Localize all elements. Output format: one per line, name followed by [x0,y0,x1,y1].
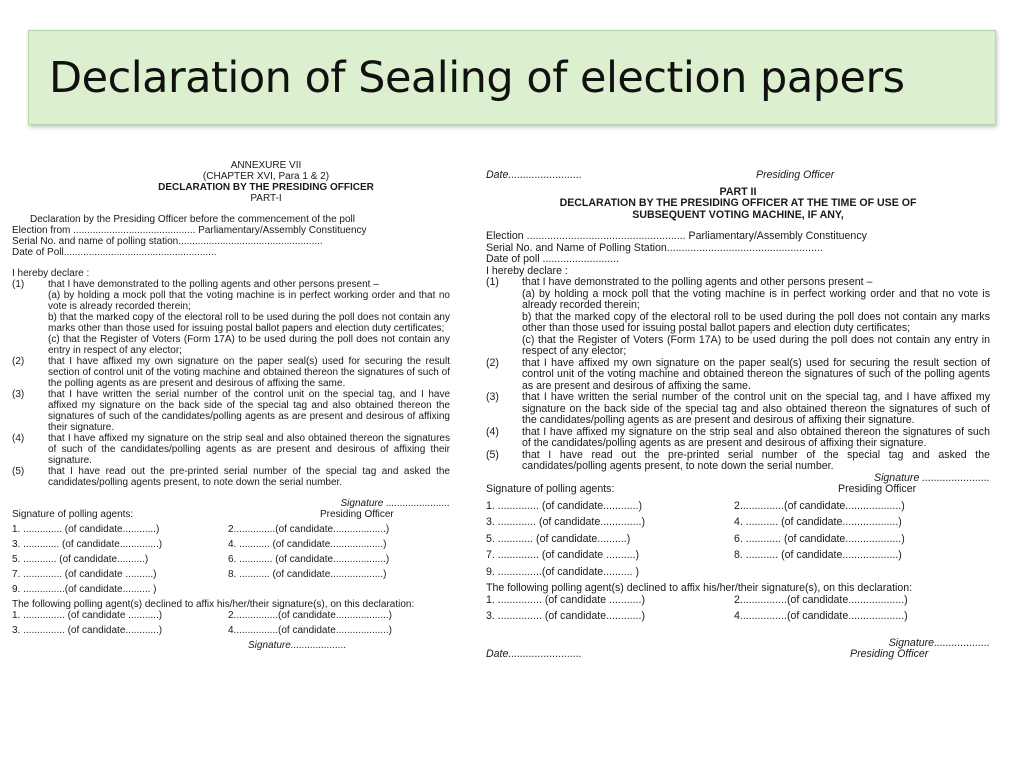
signature-bottom: Signature................... [888,637,990,649]
date-top: Date......................... [486,169,582,181]
declaration-heading-2: SUBSEQUENT VOTING MACHINE, IF ANY, [632,209,844,221]
polling-agents-label: Signature of polling agents: [486,483,615,495]
declaration-item: (3) that I have written the serial number of the control unit on the special tag, and I have affixed my signature on the back side of the special tag and also obtained thereon the signatures of such of the candidates/polling agents as are present and desirous of affixing their signature. [12,389,450,433]
agent-row: 7. .............. (of candidate ..........) 8. ........... (of candidate...................) [12,569,387,580]
declined-row: 1. ............... (of candidate ...........) 2................(of candidate...................) [486,593,908,606]
declaration-item: (3) that I have written the serial number of the control unit on the special tag, and I have affixed my signature on the back side of the special tag and also obtained thereon the signatures of such of the candidates/polling agents as are present and desirous of affixing their signature. [486,391,990,426]
agent-row: 1. .............. (of candidate............) 2...............(of candidate...................) [12,524,390,535]
declaration-item: (2) that I have affixed my own signature on the paper seal(s) used for securing the result section of control unit of the voting machine and obtained thereon the signatures of such of the polling agents as are present and desirous of affixing the same. [486,356,990,392]
declaration-item: (4) that I have affixed my signature on the strip seal and also obtained thereon the signatures of such of the candidates/polling agents as are present and desirous of affixing their signature. [12,433,450,466]
signature-header [12,509,450,524]
signature-line: Signature ....................... [340,498,450,509]
declaration-item: (1) that I have demonstrated to the polling agents and other persons present – [12,279,379,290]
date-line: Date of Poll....................................................... [12,247,217,258]
annexure-part-1 [12,160,450,651]
agent-row: 7. .............. (of candidate ..........) 8. ........... (of candidate...................) [486,549,902,561]
declined-row: 3. ............... (of candidate............) 4................(of candidate...................) [12,625,392,636]
agent-row: 5. ............ (of candidate..........) 6. ............ (of candidate...................) [12,554,390,565]
declined-text: The following polling agent(s) declined to affix his/her/their signature(s), on this declaration: [486,582,913,594]
declaration-item: (c) that the Register of Voters (Form 17A) to be used during the poll does not contain any entry in respect of any elector; [48,334,450,356]
election-line: Election ...................................................... Parliamentary/Assembly Constituency [486,231,867,242]
declaration-item: (1) that I have demonstrated to the polling agents and other persons present – [486,276,873,288]
annexure-label: ANNEXURE VII [230,160,302,171]
part-label: PART-I [250,193,282,204]
signature-line: Signature ....................... [874,472,990,484]
declaration-item: (4) that I have affixed my signature on the strip seal and also obtained thereon the signatures of such of the candidates/polling agents as are present and desirous of affixing their signature. [486,425,990,449]
declined-row: 1. ............... (of candidate ...........) 2................(of candidate...................) [12,610,392,621]
declaration-heading: DECLARATION BY THE PRESIDING OFFICER AT THE TIME OF USE OF [559,198,917,209]
serial-line: Serial No. and name of polling station.................................................... [12,236,323,247]
slide-title: Declaration of Sealing of election papers [49,53,905,103]
presiding-bottom: Presiding Officer [850,648,929,660]
chapter-label: (CHAPTER XVI, Para 1 & 2) [202,171,330,182]
declaration-item: (a) by holding a mock poll that the voting machine is in perfect working order and that no vote is already recorded therein; [48,290,450,312]
part-label: PART II [719,186,757,198]
declaration-heading: DECLARATION BY THE PRESIDING OFFICER [158,182,374,193]
presiding-officer-label: Presiding Officer [838,483,917,495]
part-2 [486,170,990,666]
declaration-item: (2) that I have affixed my own signature on the paper seal(s) used for securing the result section of control unit of the voting machine and obtained thereon the signatures of such of the polling agents as are present and desirous of affixing the same. [12,356,450,389]
declaration-item: (5) that I have read out the pre-printed serial number of the special tag and asked the candidates/polling agents present, to note down the serial number. [12,466,450,488]
declaration-item: (a) by holding a mock poll that the voting machine is in perfect working order and that no vote is already recorded therein; [522,287,990,311]
presiding-top: Presiding Officer [756,169,835,181]
declaration-item: b) that the marked copy of the electoral roll to be used during the poll does not contain any marks other than those used for issuing postal ballot papers and election duty certificates; [522,310,990,334]
declaration-item: (c) that the Register of Voters (Form 17A) to be used during the poll does not contain any entry in respect of any elector; [522,333,990,357]
declare-line: I hereby declare : [12,268,90,279]
signature-bottom: Signature.................... [248,640,347,651]
agent-row: 9. ...............(of candidate.......... ) [12,584,157,595]
declaration-item: b) that the marked copy of the electoral roll to be used during the poll does not contain any marks other than those used for issuing postal ballot papers and election duty certificates; [48,312,450,334]
polling-agents-label: Signature of polling agents: [12,509,134,520]
declined-text: The following polling agent(s) declined to affix his/her/their signature(s), on this declaration: [12,599,415,610]
election-line: Election from ............................................ Parliamentary/Assembly Constituency [12,225,367,236]
agent-row: 9. ...............(of candidate.......... ) [486,565,640,578]
presiding-officer-label: Presiding Officer [320,509,394,520]
agent-row: 5. ............ (of candidate..........) 6. ............ (of candidate...................) [486,532,905,545]
agent-row: 1. .............. (of candidate............) 2...............(of candidate...................) [486,499,905,512]
date-presiding-bottom [486,649,990,666]
declare-line: I hereby declare : [486,265,568,277]
declaration-item: (5) that I have read out the pre-printed serial number of the special tag and asked the candidates/polling agents present, to note down the serial number. [486,448,990,472]
agent-row: 3. ............. (of candidate..............) 4. ........... (of candidate...................) [486,516,902,528]
date-presiding-top [486,170,990,187]
intro-line: Declaration by the Presiding Officer before the commencement of the poll [30,214,355,225]
signature-header [486,484,990,501]
serial-line: Serial No. and Name of Polling Station..................................................... [486,242,823,254]
agent-row: 3. ............. (of candidate..............) 4. ........... (of candidate...................) [12,539,387,550]
date-poll-line: Date of poll .......................... [486,254,620,265]
slide-title-box [28,30,996,125]
declined-row: 3. ............... (of candidate............) 4................(of candidate...................) [486,610,908,622]
date-bottom: Date......................... [486,648,582,660]
